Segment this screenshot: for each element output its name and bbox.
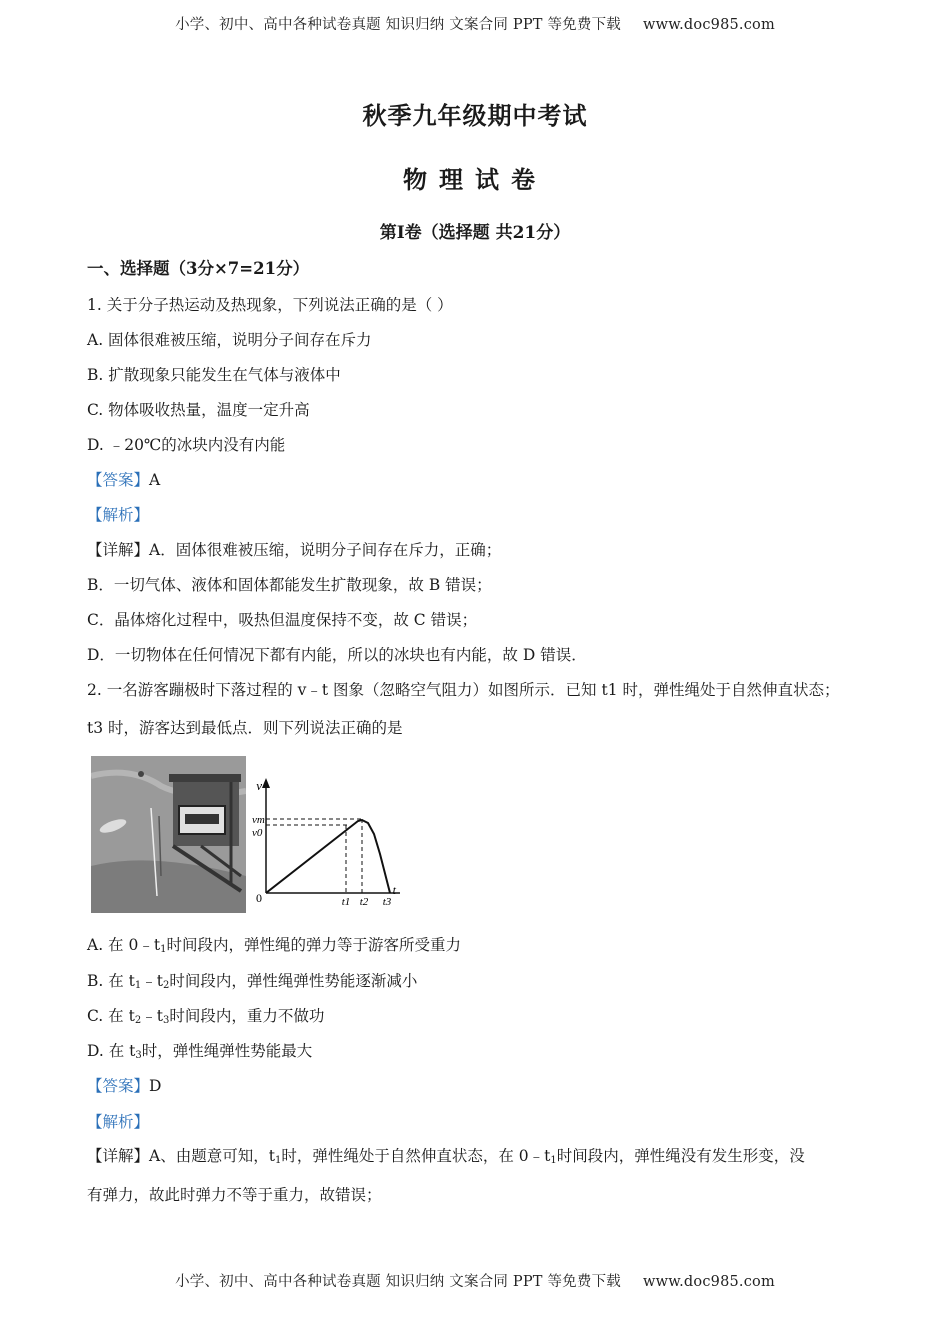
exam-subtitle: 物理试卷 (403, 165, 547, 194)
header-site: www.doc985.com (642, 17, 775, 33)
opt-text: 时间段内，重力不做功 (169, 1007, 325, 1025)
answer-tag: 【答案】 (87, 471, 150, 489)
opt-sub: 2 (163, 980, 170, 991)
t2-label: t2 (359, 896, 369, 908)
opt-sub: 3 (135, 1050, 142, 1061)
q1-option-c: C. 物体吸收热量，温度一定升高 (87, 401, 310, 419)
opt-text: D. 在 t (87, 1042, 136, 1060)
answer-value: A (149, 471, 161, 489)
q1-option-a: A. 固体很难被压缩，说明分子间存在斥力 (87, 331, 372, 349)
q1-detail-a (87, 538, 877, 560)
footer-text: 小学、初中、高中各种试卷真题 知识归纳 文案合同 PPT 等免费下载 (175, 1274, 621, 1290)
q2-option-a (87, 933, 877, 955)
detail-sub: 1 (274, 1155, 282, 1166)
opt-text: ﹣t (141, 1007, 163, 1025)
page-header (0, 13, 950, 34)
opt-text: B. 在 t (87, 972, 135, 990)
q1-detail-c: C．晶体熔化过程中，吸热但温度保持不变，故 C 错误； (87, 611, 478, 629)
q2-answer (87, 1074, 877, 1096)
q2-option-d (87, 1039, 877, 1061)
detail-sub: 1 (550, 1155, 557, 1166)
exam-title: 秋季九年级期中考试 (362, 101, 588, 130)
opt-text: 时，弹性绳弹性势能最大 (141, 1042, 313, 1060)
part-title: 第Ⅰ卷（选择题 共21分） (379, 223, 571, 243)
detail-tag: 【详解】 (87, 541, 150, 559)
opt-text: ﹣t (141, 972, 164, 990)
analysis-tag: 【解析】 (87, 1113, 150, 1131)
q1-detail-d: D．一切物体在任何情况下都有内能，所以的冰块也有内能，故 D 错误． (87, 646, 587, 664)
opt-sub: 1 (160, 944, 167, 955)
header-text: 小学、初中、高中各种试卷真题 知识归纳 文案合同 PPT 等免费下载 (175, 17, 621, 33)
footer-site: www.doc985.com (642, 1274, 775, 1290)
q2-option-c (87, 1004, 877, 1026)
t-axis-label: t (392, 883, 396, 897)
detail-text: A、由题意可知，t (149, 1147, 275, 1165)
q2-option-b (87, 969, 877, 991)
q1-analysis (87, 503, 877, 525)
bungee-photo (91, 756, 246, 913)
velocity-curve (266, 820, 390, 893)
t3-label: t3 (382, 896, 392, 908)
answer-tag: 【答案】 (87, 1077, 150, 1095)
q1-answer (87, 468, 877, 490)
q1-option-b: B. 扩散现象只能发生在气体与液体中 (87, 366, 341, 384)
opt-text: 时间段内，弹性绳弹性势能逐渐减小 (169, 972, 418, 990)
v-axis-label: v (256, 778, 262, 793)
q2-detail-line1 (87, 1144, 877, 1166)
section-title: 一、选择题（3分×7=21分） (87, 259, 310, 278)
q2-stem-line2: t3 时，游客达到最低点．则下列说法正确的是 (87, 719, 403, 737)
q1-stem: 1. 关于分子热运动及热现象，下列说法正确的是（ ） (87, 296, 453, 314)
detail-text: 时，弹性绳处于自然伸直状态，在 0﹣t (281, 1147, 551, 1165)
opt-text: A. 在 0﹣t (87, 936, 161, 954)
q2-stem-line1: 2. 一名游客蹦极时下落过程的 v﹣t 图象（忽略空气阻力）如图所示．已知 t1 时，弹性绳处于自然伸直状态； (87, 681, 840, 699)
vm-label: vm (252, 814, 265, 826)
origin-label: 0 (256, 891, 262, 905)
opt-sub: 2 (134, 1015, 142, 1026)
answer-value: D (149, 1077, 162, 1095)
detail-tag: 【详解】 (87, 1147, 150, 1165)
opt-text: 时间段内，弹性绳的弹力等于游客所受重力 (166, 936, 461, 954)
q1-detail-b: B．一切气体、液体和固体都能发生扩散现象，故 B 错误； (87, 576, 492, 594)
analysis-tag: 【解析】 (87, 506, 150, 524)
t1-label: t1 (341, 896, 351, 908)
q2-analysis (87, 1110, 877, 1132)
vt-graph (250, 774, 400, 910)
v0-label: v0 (252, 827, 263, 839)
q1-option-d: D. ﹣20℃的冰块内没有内能 (87, 436, 286, 454)
page-footer (0, 1270, 950, 1291)
detail-text: 时间段内，弹性绳没有发生形变，没 (556, 1147, 805, 1165)
opt-text: C. 在 t (87, 1007, 135, 1025)
v-axis-arrow (262, 778, 270, 788)
opt-sub: 3 (162, 1015, 170, 1026)
q2-detail-line2: 有弹力，故此时弹力不等于重力，故错误； (87, 1186, 382, 1204)
opt-sub: 1 (134, 980, 142, 991)
detail-text: A．固体很难被压缩，说明分子间存在斥力，正确； (149, 541, 502, 559)
